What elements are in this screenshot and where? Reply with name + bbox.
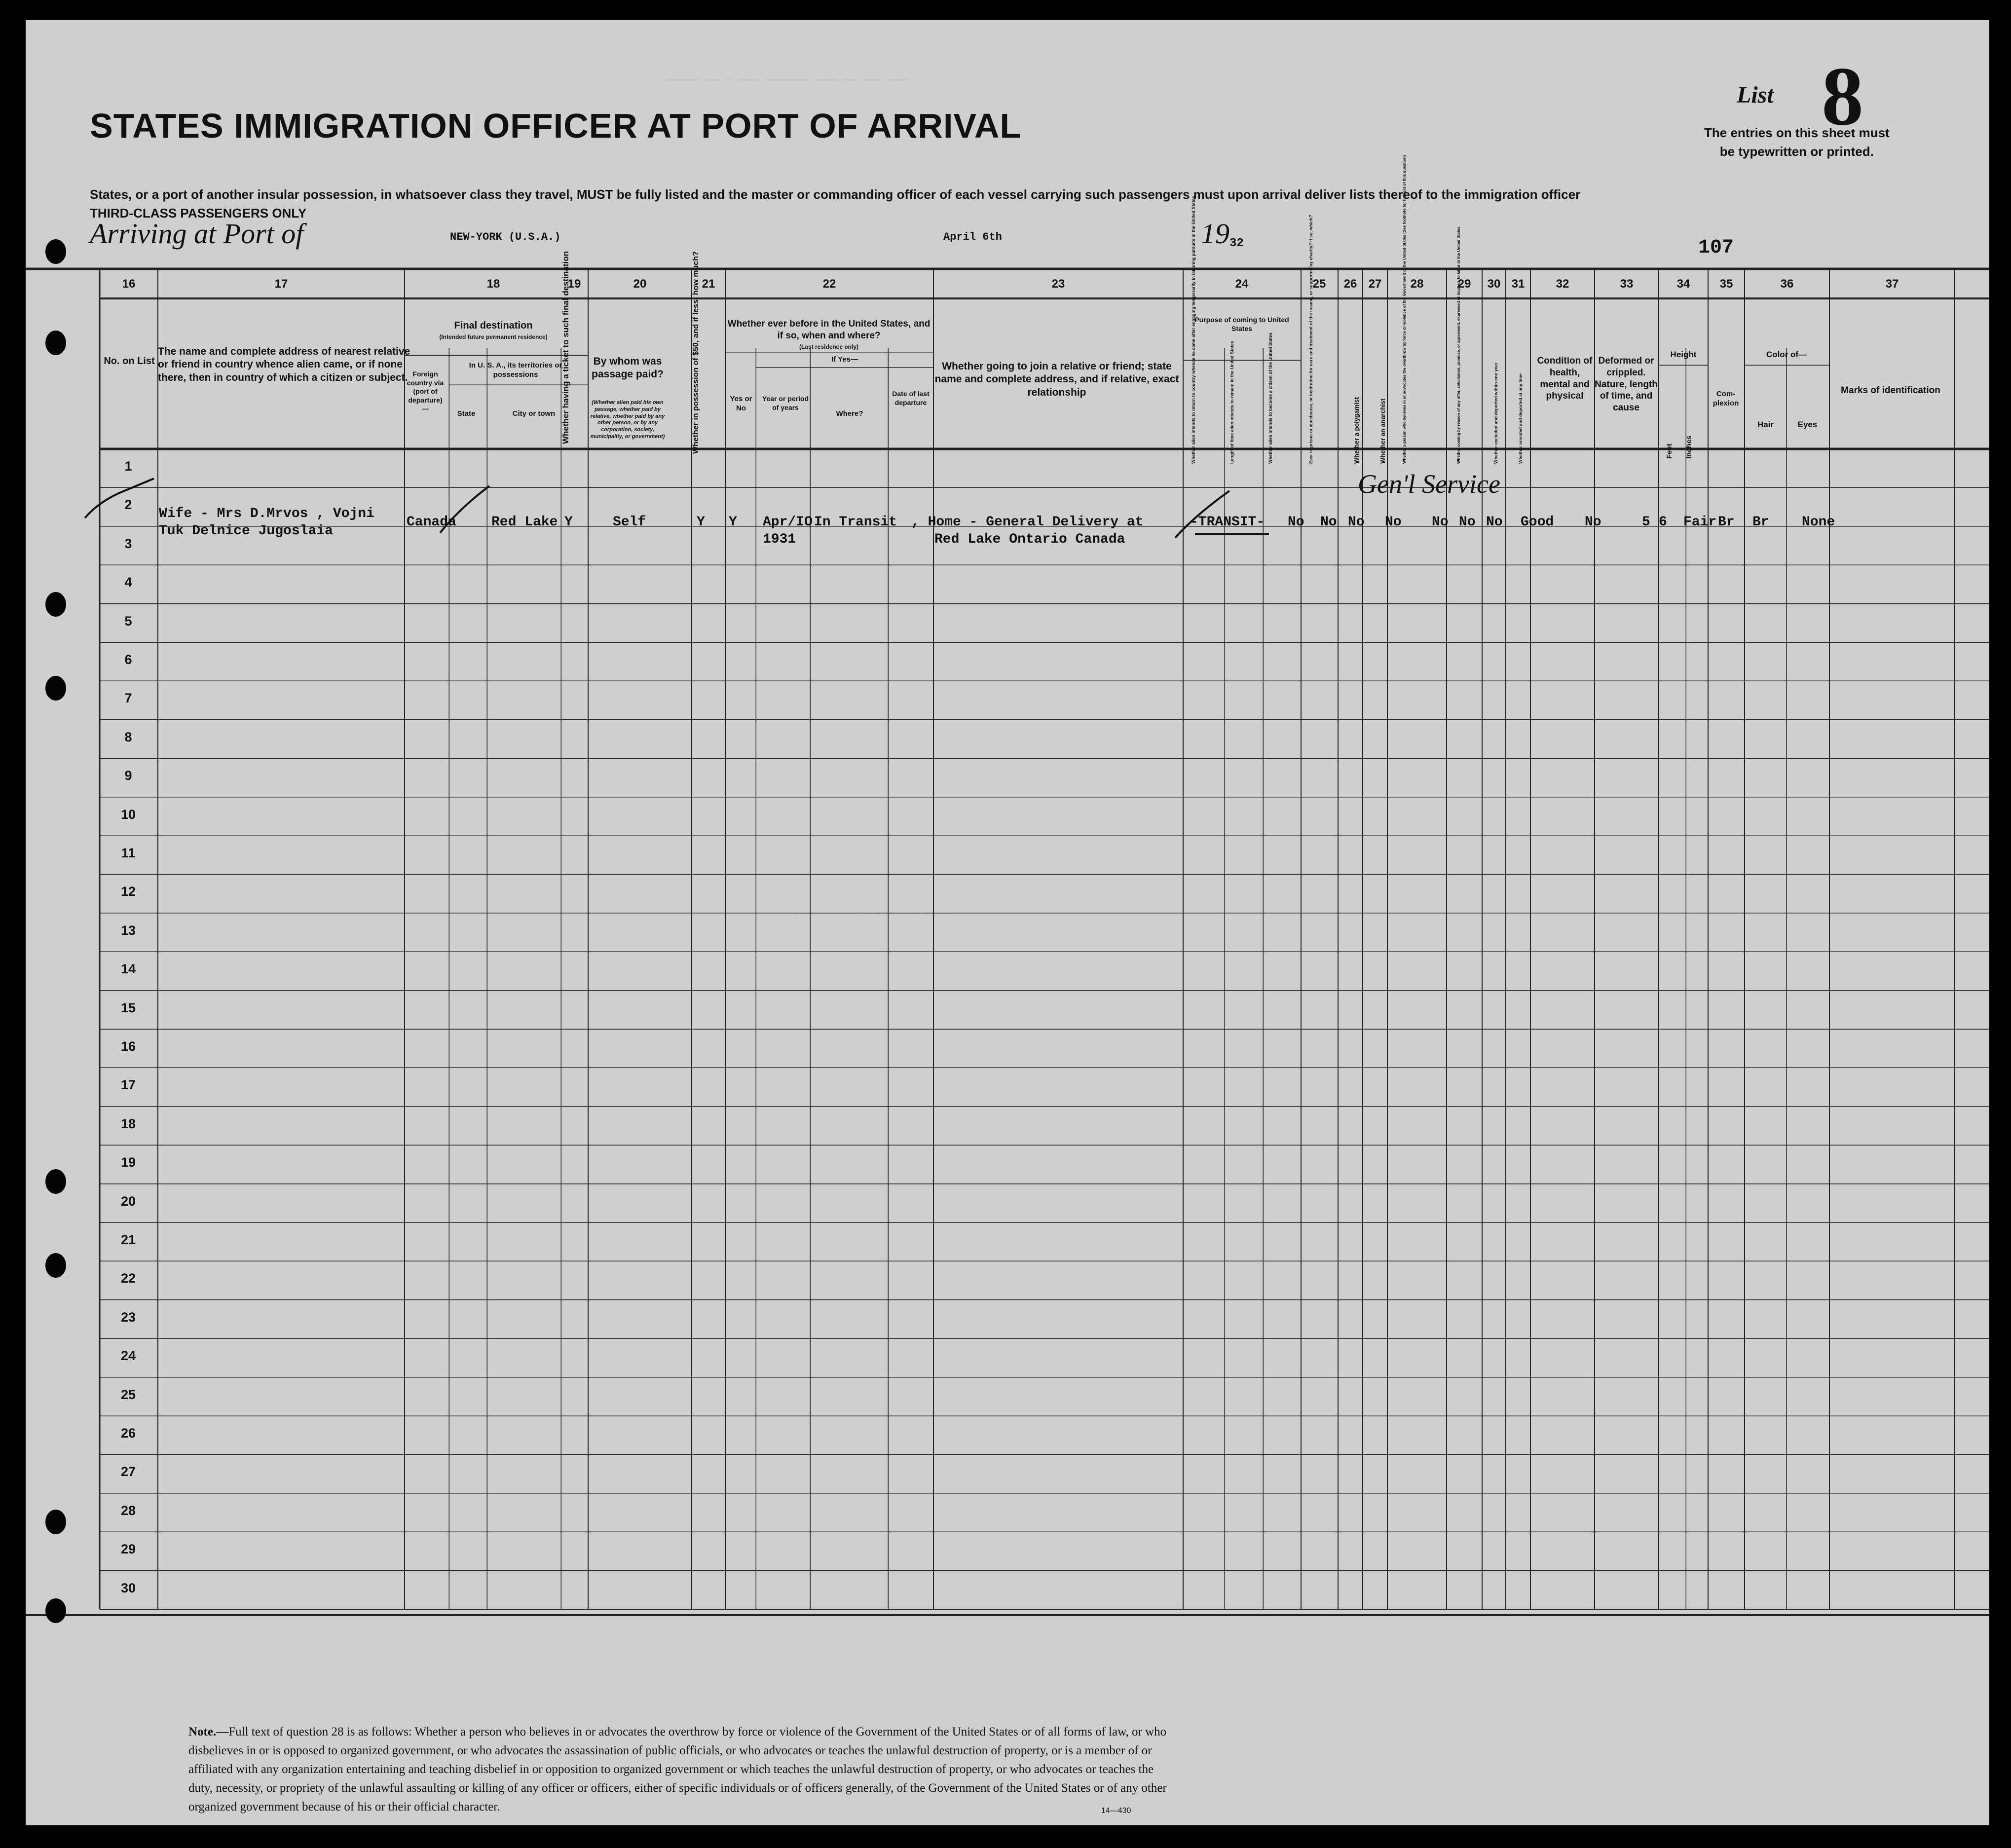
row-number: 28 — [120, 1503, 136, 1518]
header-polygamist: Whether a polygamist — [1353, 397, 1360, 464]
header-ever-before-sub: (Last residence only) — [799, 343, 859, 350]
header-q30: Whether excluded and deported within one year — [1493, 362, 1498, 464]
bleed-through-text: ————————— ——— ————— ———— — [795, 908, 952, 920]
header-hair: Hair — [1757, 420, 1774, 429]
money-value: Y — [697, 515, 705, 530]
column-number: 35 — [1719, 277, 1733, 291]
q28-value: No — [1385, 515, 1402, 530]
polygamist-value: No — [1320, 515, 1337, 530]
header-deformed: Deformed or crippled. Nature, length of time, and cause — [1595, 356, 1658, 413]
header-final-destination: Final destination — [454, 320, 533, 331]
header-feet: Feet — [1665, 444, 1674, 459]
header-passage-paid: By whom was passage paid? — [592, 356, 664, 380]
row-number: 18 — [120, 1116, 136, 1131]
anarchist-value: No — [1348, 515, 1365, 530]
health-value: Good — [1521, 515, 1554, 530]
column-number: 23 — [1051, 277, 1065, 291]
join-relative-line2: Red Lake Ontario Canada — [934, 532, 1125, 547]
header-ticket: Whether having a ticket to such final destination — [561, 251, 570, 444]
header-purpose-length: Length of time alien intends to remain in the United States — [1229, 340, 1234, 464]
punch-hole — [45, 331, 66, 355]
list-note-line: The entries on this sheet must — [1704, 125, 1890, 140]
q29-value: No — [1432, 515, 1449, 530]
punch-hole — [45, 1169, 66, 1194]
header-height: Height — [1670, 350, 1697, 359]
class-label: THIRD-CLASS PASSENGERS ONLY — [90, 206, 307, 221]
header-inches: Inches — [1685, 435, 1693, 459]
column-number: 19 — [567, 277, 581, 291]
column-number: 22 — [822, 277, 836, 291]
row-number: 10 — [120, 807, 136, 822]
city-value: Red Lake — [491, 515, 558, 530]
row-number: 20 — [120, 1193, 136, 1209]
row-number: 21 — [120, 1232, 136, 1247]
column-number: 34 — [1676, 277, 1690, 291]
footnote — [188, 1723, 1170, 1816]
column-number: 30 — [1487, 277, 1501, 291]
foreign-country-value: Canada — [407, 515, 456, 530]
header-prison: Ever in prison or almshouse, or institution for care and treatment of the insane, or supported by charity? If so, which? — [1308, 215, 1313, 464]
pen-marks — [26, 20, 1989, 1825]
ticket-value: Y — [564, 515, 573, 530]
marks-value: None — [1802, 515, 1835, 530]
column-number: 16 — [122, 277, 136, 291]
row-number: 14 — [120, 961, 136, 977]
header-complexion: Com-plexion — [1713, 390, 1739, 407]
relative-address-line1: Wife - Mrs D.Mrvos , Vojni — [159, 506, 374, 521]
header-health: Condition of health, mental and physical — [1537, 356, 1593, 402]
header-q28: Whether a person who believes in or advocates the overthrow by force or violence of the Government of the United States (See footnote for full text of this question) — [1402, 155, 1407, 464]
handwritten-annotation: Gen'l Service — [1358, 469, 1500, 499]
footnote-text: Full text of question 28 is as follows: Whether a person who believes in or advocates the overthrow by force or violence of the Government of the United States or of all forms of law, or who disbelieves in or is opposed to organized government, or who advocates the assassination of public officials, or who advocates or teaches the unlawful destruction of property, or is a member of or affiliated with any organization entertaining and teaching disbelief in or opposition to organized government or which teaches the unlawful destruction of property, or who advocates or teaches the duty, necessity, or propriety of the unlawful assaulting or killing of any officer or officers, either of specific individuals or of officers generally, of the Government of the United States or of any other organized government because of his or their official character. — [188, 1725, 1167, 1813]
row-number: 19 — [120, 1155, 136, 1170]
column-number: 17 — [274, 277, 288, 291]
column-number: 28 — [1410, 277, 1424, 291]
punch-hole — [45, 1598, 66, 1623]
header-yes-no: Yes or No — [730, 395, 752, 412]
manifest-sheet — [26, 20, 1989, 1825]
row-number: 11 — [121, 846, 136, 860]
header-city: City or town — [512, 409, 556, 418]
header-purpose-return: Whether alien intends to return to country whence he came after engaging temporarily in laboring pursuits in the United States — [1191, 196, 1196, 464]
row-number: 16 — [120, 1039, 136, 1054]
header-purpose-citizen: Whether alien intends to become a citizen of the United States — [1268, 332, 1273, 464]
header-ever-before: Whether ever before in the United States, and if so, when and where? — [727, 319, 931, 341]
row-number: 30 — [120, 1580, 136, 1595]
row-number: 7 — [124, 691, 132, 706]
bleed-through-text: ————— —— — ——— ——————— ——— —— ——— ——— — [667, 74, 908, 86]
row-number: 6 — [124, 652, 132, 667]
year-suffix: 32 — [1229, 237, 1244, 250]
header-final-destination-sub: (Intended future permanent residence) — [439, 333, 548, 340]
list-number: 8 — [1822, 50, 1863, 143]
row-number: 9 — [124, 768, 132, 783]
year-value-line2: 1931 — [763, 532, 796, 547]
punch-hole — [45, 239, 66, 264]
row-number: 15 — [120, 1000, 136, 1015]
row-number: 29 — [120, 1542, 136, 1557]
year-value: Apr/IO — [763, 515, 813, 530]
punch-hole — [45, 676, 66, 701]
column-number: 32 — [1556, 277, 1569, 291]
header-state: State — [457, 409, 476, 418]
header-where: Where? — [836, 409, 863, 418]
form-number: 14—430 — [1101, 1807, 1131, 1815]
q30-value: No — [1459, 515, 1476, 530]
eyes-value: Br — [1752, 515, 1769, 530]
footnote-label: Note.— — [188, 1725, 229, 1738]
before-in-us-value: Y — [729, 515, 737, 530]
punch-hole — [45, 592, 66, 617]
deformed-value: No — [1585, 515, 1601, 530]
inches-value: 6 — [1659, 515, 1667, 530]
join-relative-line1: , Home - General Delivery at — [911, 515, 1144, 530]
column-number: 37 — [1885, 277, 1899, 291]
header-date-departure: Date of last departure — [892, 390, 930, 407]
header-color: Color of— — [1766, 350, 1807, 359]
header-eyes: Eyes — [1797, 420, 1818, 429]
list-label: List — [1737, 82, 1774, 108]
row-number: 24 — [120, 1348, 136, 1364]
arrival-date: April 6th — [943, 231, 1002, 243]
relative-address-line2: Tuk Delnice Jugoslaia — [159, 523, 333, 539]
row-number: 26 — [120, 1426, 136, 1441]
row-number: 2 — [124, 497, 132, 513]
header-no-on-list: No. on List — [104, 356, 155, 367]
header-anarchist: Whether an anarchist — [1379, 398, 1386, 464]
punch-hole — [45, 1510, 66, 1534]
feet-value: 5 — [1642, 515, 1650, 530]
header-q29: Whether coming by reason of any offer, solicitation, promise, or agreement, expressed or implied, to labor in the United States — [1456, 226, 1461, 464]
page-title: STATES IMMIGRATION OFFICER AT PORT OF ARRIVAL — [90, 107, 1022, 145]
column-number: 24 — [1235, 277, 1249, 291]
header-nearest-relative: The name and complete address of nearest relative or friend in country whence alien came, or if none there, then in country of which a citizen or subject. — [158, 346, 410, 383]
prison-value: No — [1288, 515, 1304, 530]
header-passage-note: (Whether alien paid his own passage, whether paid by relative, whether paid by any other person, or by any corporation, society, municipality, or government) — [590, 400, 665, 440]
row-number: 3 — [124, 536, 132, 551]
header-q31: Whether arrested and deported at any time — [1518, 373, 1523, 464]
row-number: 23 — [120, 1309, 136, 1325]
page-stamp: 107 — [1698, 237, 1734, 259]
punch-hole — [45, 1253, 66, 1278]
row-number: 1 — [124, 459, 132, 474]
q31-value: No — [1486, 515, 1503, 530]
column-number: 27 — [1368, 277, 1382, 291]
header-marks: Marks of identification — [1841, 385, 1940, 396]
column-number: 18 — [486, 277, 500, 291]
header-in-usa: In U. S. A., its territories or possessions — [469, 361, 562, 379]
column-number: 26 — [1343, 277, 1357, 291]
complexion-value: Fair — [1683, 515, 1717, 530]
arriving-label: Arriving at Port of — [90, 218, 304, 250]
intro-text: States, or a port of another insular possession, in whatsoever class they travel, MUST be fully listed and the master or commanding officer of each vessel carrying such passengers must upon arrival deliver lists thereof to the immigration officer — [90, 187, 1581, 202]
header-foreign-country: Foreign country via (port of departure)— — [407, 370, 444, 412]
row-number: 12 — [120, 884, 136, 899]
column-number: 31 — [1511, 277, 1525, 291]
header-year: Year or period of years — [762, 395, 809, 411]
purpose-value: -TRANSIT- — [1190, 515, 1265, 530]
row-number: 13 — [120, 923, 136, 938]
row-number: 5 — [124, 613, 132, 628]
hair-value: Br — [1718, 515, 1735, 530]
column-number: 20 — [633, 277, 647, 291]
row-number: 4 — [124, 575, 132, 590]
column-number: 33 — [1620, 277, 1634, 291]
column-number: 21 — [702, 277, 715, 291]
year-prefix: 19 — [1201, 218, 1229, 250]
row-number: 8 — [124, 729, 132, 744]
row-number: 17 — [120, 1077, 136, 1093]
port-value: NEW-YORK (U.S.A.) — [450, 231, 561, 243]
row-number: 27 — [120, 1464, 136, 1479]
column-number: 29 — [1457, 277, 1471, 291]
header-money: Whether in possession of $50, and if less, how much? — [692, 251, 700, 454]
row-number: 22 — [120, 1271, 136, 1286]
paid-by-value: Self — [613, 515, 646, 530]
where-value: In Transit — [814, 515, 897, 530]
row-number: 25 — [120, 1387, 136, 1402]
column-number: 25 — [1312, 277, 1326, 291]
header-if-yes: If Yes— — [831, 355, 858, 364]
column-number: 36 — [1780, 277, 1794, 291]
header-join-relative: Whether going to join a relative or friend; state name and complete address, and if relative, exact relationship — [934, 361, 1179, 398]
list-note-line: be typewritten or printed. — [1719, 144, 1874, 159]
header-purpose: Purpose of coming to United States — [1194, 316, 1289, 333]
